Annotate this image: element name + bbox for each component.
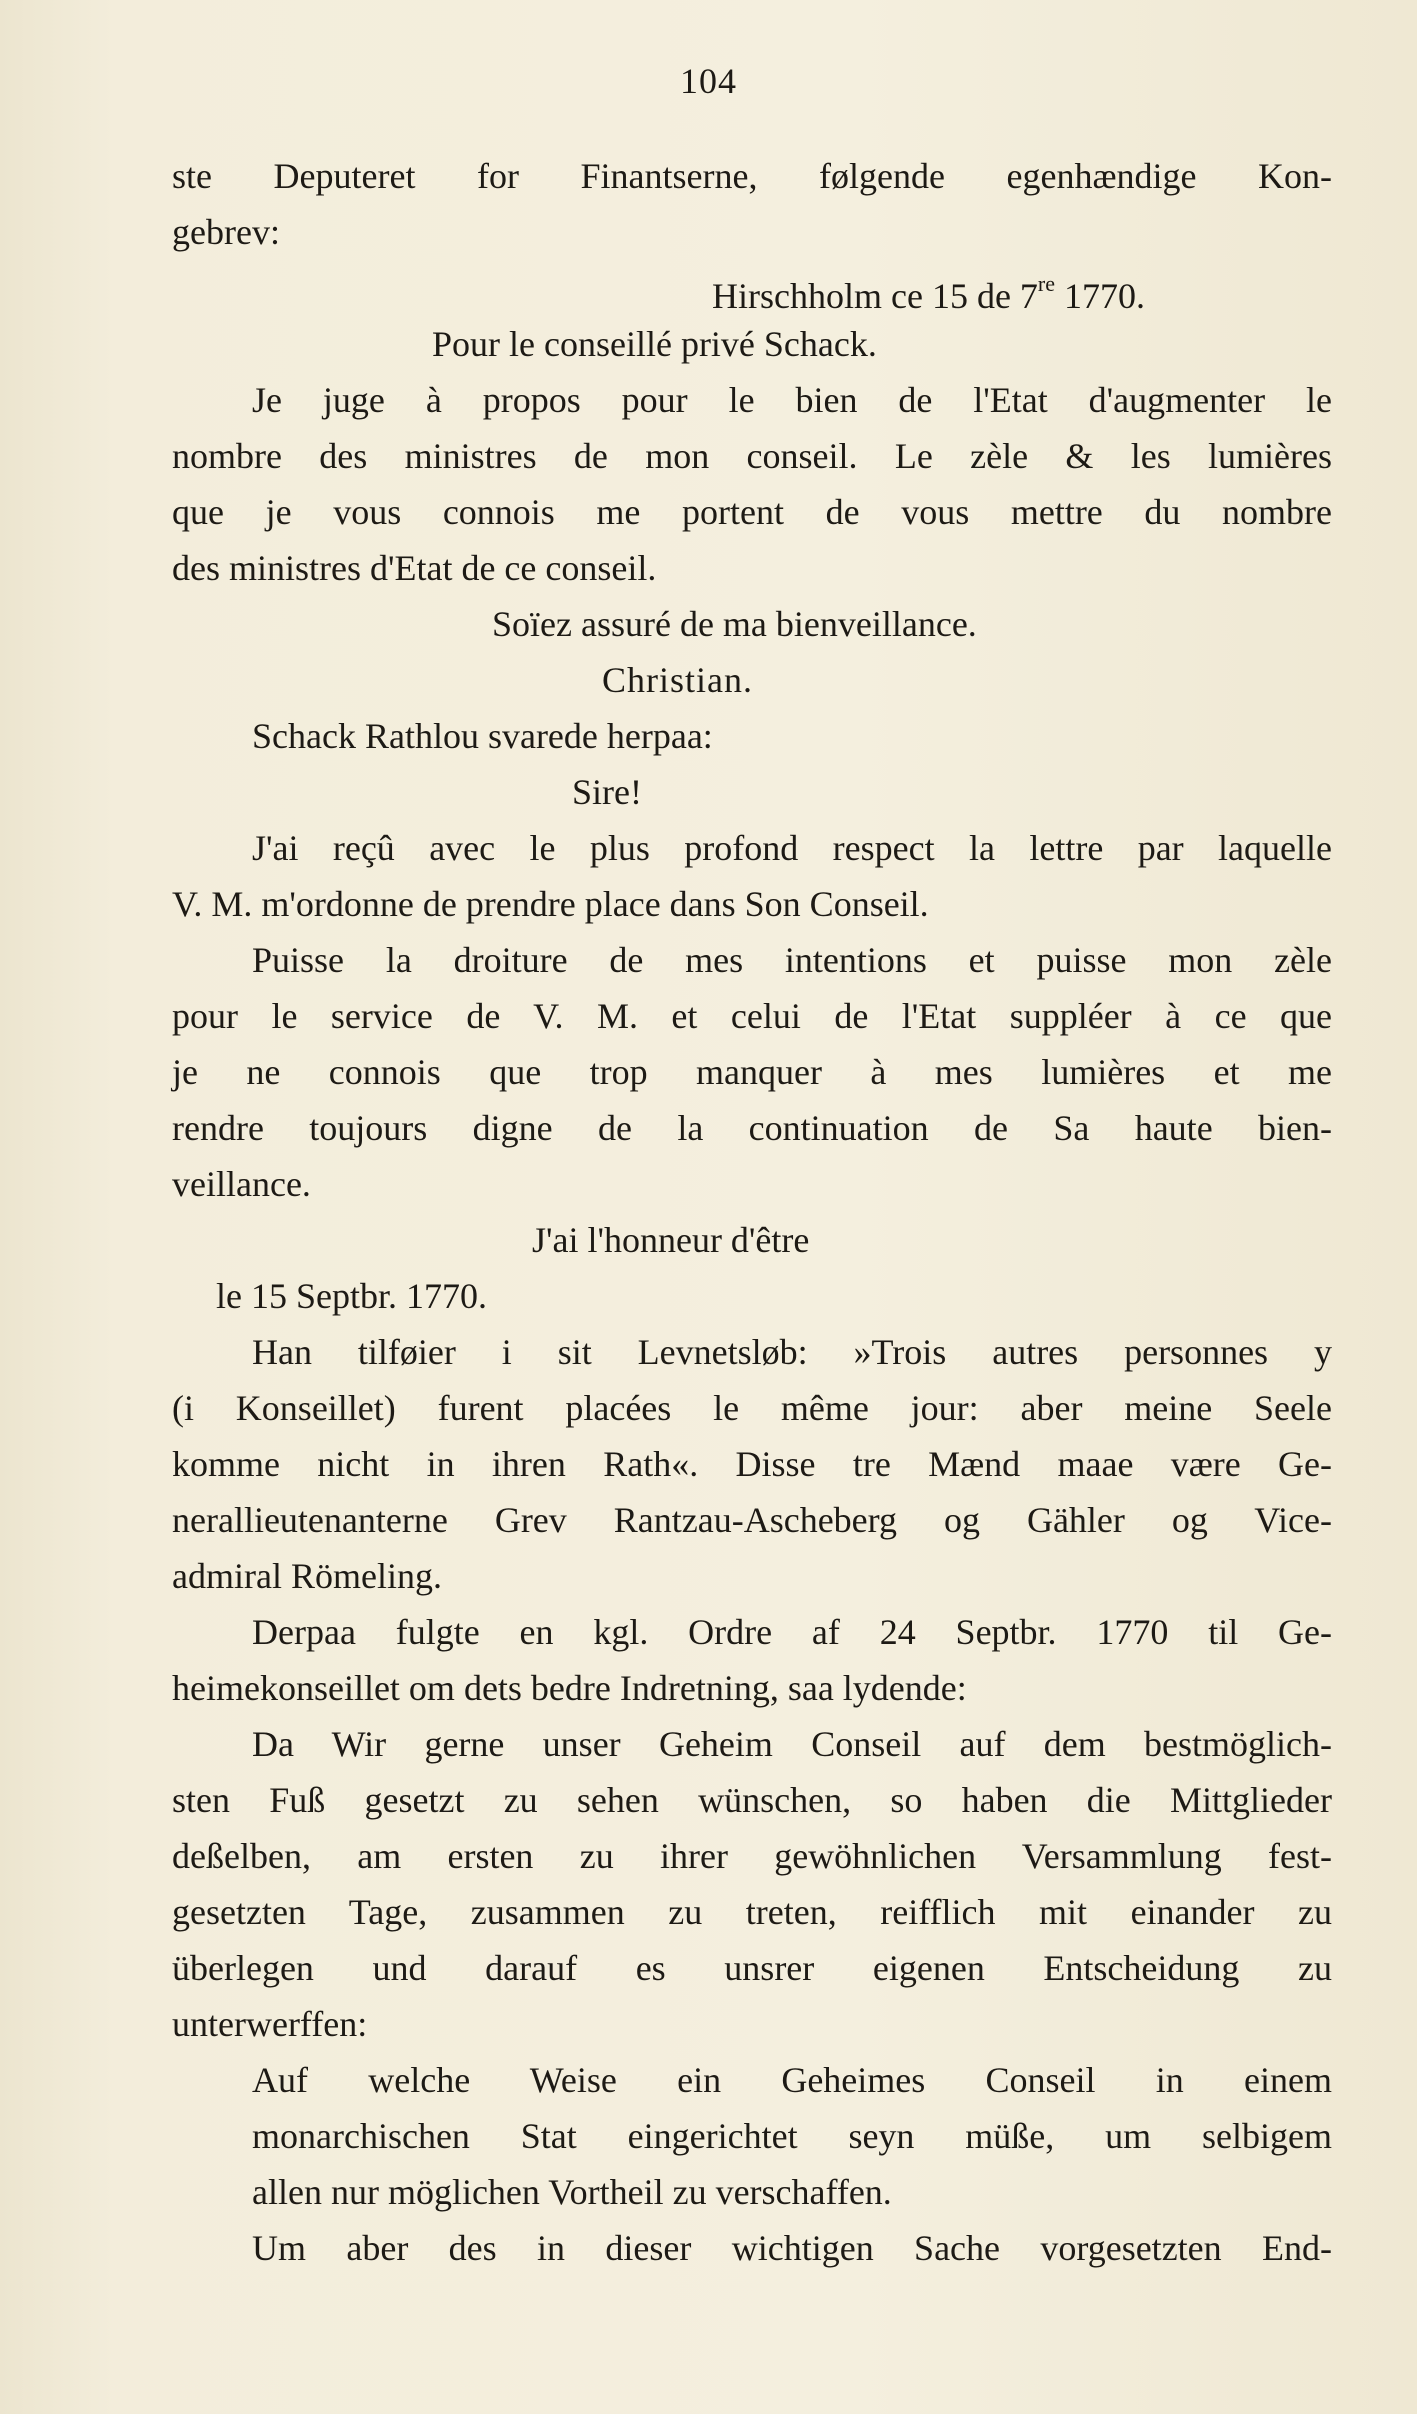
text-line: Schack Rathlou svarede herpaa: (252, 716, 713, 756)
text-line: des ministres d'Etat de ce conseil. (172, 548, 657, 588)
text-line: (i Konseillet) furent placées le même jour: aber meine Seele (172, 1388, 1332, 1428)
text-line: Han tilføier i sit Levnetsløb: »Trois autres personnes y (252, 1332, 1332, 1372)
text-line: Da Wir gerne unser Geheim Conseil auf dem bestmöglich- (252, 1724, 1332, 1764)
letter-signature: Christian. (602, 660, 753, 700)
text-line: gebrev: (172, 212, 280, 252)
body-text (172, 148, 1332, 2276)
text-line: ste Deputeret for Finantserne, følgende egenhændige Kon- (172, 156, 1332, 196)
letter-addressee: Pour le conseillé privé Schack. (432, 324, 877, 364)
text-line: Je juge à propos pour le bien de l'Etat d'augmenter le (252, 380, 1332, 420)
page-number: 104 (680, 61, 737, 101)
text-line: nombre des ministres de mon conseil. Le zèle & les lumières (172, 436, 1332, 476)
text-line: unterwerffen: (172, 2004, 368, 2044)
text-line: nerallieutenanterne Grev Rantzau-Ascheberg og Gähler og Vice- (172, 1500, 1332, 1540)
letter-dateline: Hirschholm ce 15 de 7re 1770. (712, 271, 1146, 316)
text-line: allen nur möglichen Vortheil zu verschaffen. (252, 2172, 892, 2212)
text-line: deßelben, am ersten zu ihrer gewöhnlichen Versammlung fest- (172, 1836, 1332, 1876)
text-line: Auf welche Weise ein Geheimes Conseil in einem (252, 2060, 1332, 2100)
text-line: sten Fuß gesetzt zu sehen wünschen, so haben die Mittglieder (172, 1780, 1332, 1820)
text-line: veillance. (172, 1164, 311, 1204)
text-line: Derpaa fulgte en kgl. Ordre af 24 Septbr. 1770 til Ge- (252, 1612, 1332, 1652)
text-line: je ne connois que trop manquer à mes lumières et me (172, 1052, 1332, 1092)
text-line: rendre toujours digne de la continuation de Sa haute bien- (172, 1108, 1332, 1148)
letter-closing: J'ai l'honneur d'être (532, 1220, 810, 1260)
text-line: pour le service de V. M. et celui de l'Etat suppléer à ce que (172, 996, 1332, 1036)
letter-salutation: Sire! (572, 772, 642, 812)
letter-date: le 15 Septbr. 1770. (216, 1276, 487, 1316)
letter-closing: Soïez assuré de ma bienveillance. (492, 604, 977, 644)
text-line: Um aber des in dieser wichtigen Sache vorgesetzten End- (252, 2228, 1332, 2268)
text-line: überlegen und darauf es unsrer eigenen Entscheidung zu (172, 1948, 1332, 1988)
text-line: gesetzten Tage, zusammen zu treten, reifflich mit einander zu (172, 1892, 1332, 1932)
text-line: komme nicht in ihren Rath«. Disse tre Mænd maae være Ge- (172, 1444, 1332, 1484)
text-line: V. M. m'ordonne de prendre place dans Son Conseil. (172, 884, 929, 924)
text-line: J'ai reçû avec le plus profond respect la lettre par laquelle (252, 828, 1332, 868)
text-line: admiral Römeling. (172, 1556, 442, 1596)
text-line: monarchischen Stat eingerichtet seyn müße, um selbigem (252, 2116, 1332, 2156)
text-line: heimekonseillet om dets bedre Indretning, saa lydende: (172, 1668, 967, 1708)
text-line: que je vous connois me portent de vous mettre du nombre (172, 492, 1332, 532)
text-line: Puisse la droiture de mes intentions et puisse mon zèle (252, 940, 1332, 980)
